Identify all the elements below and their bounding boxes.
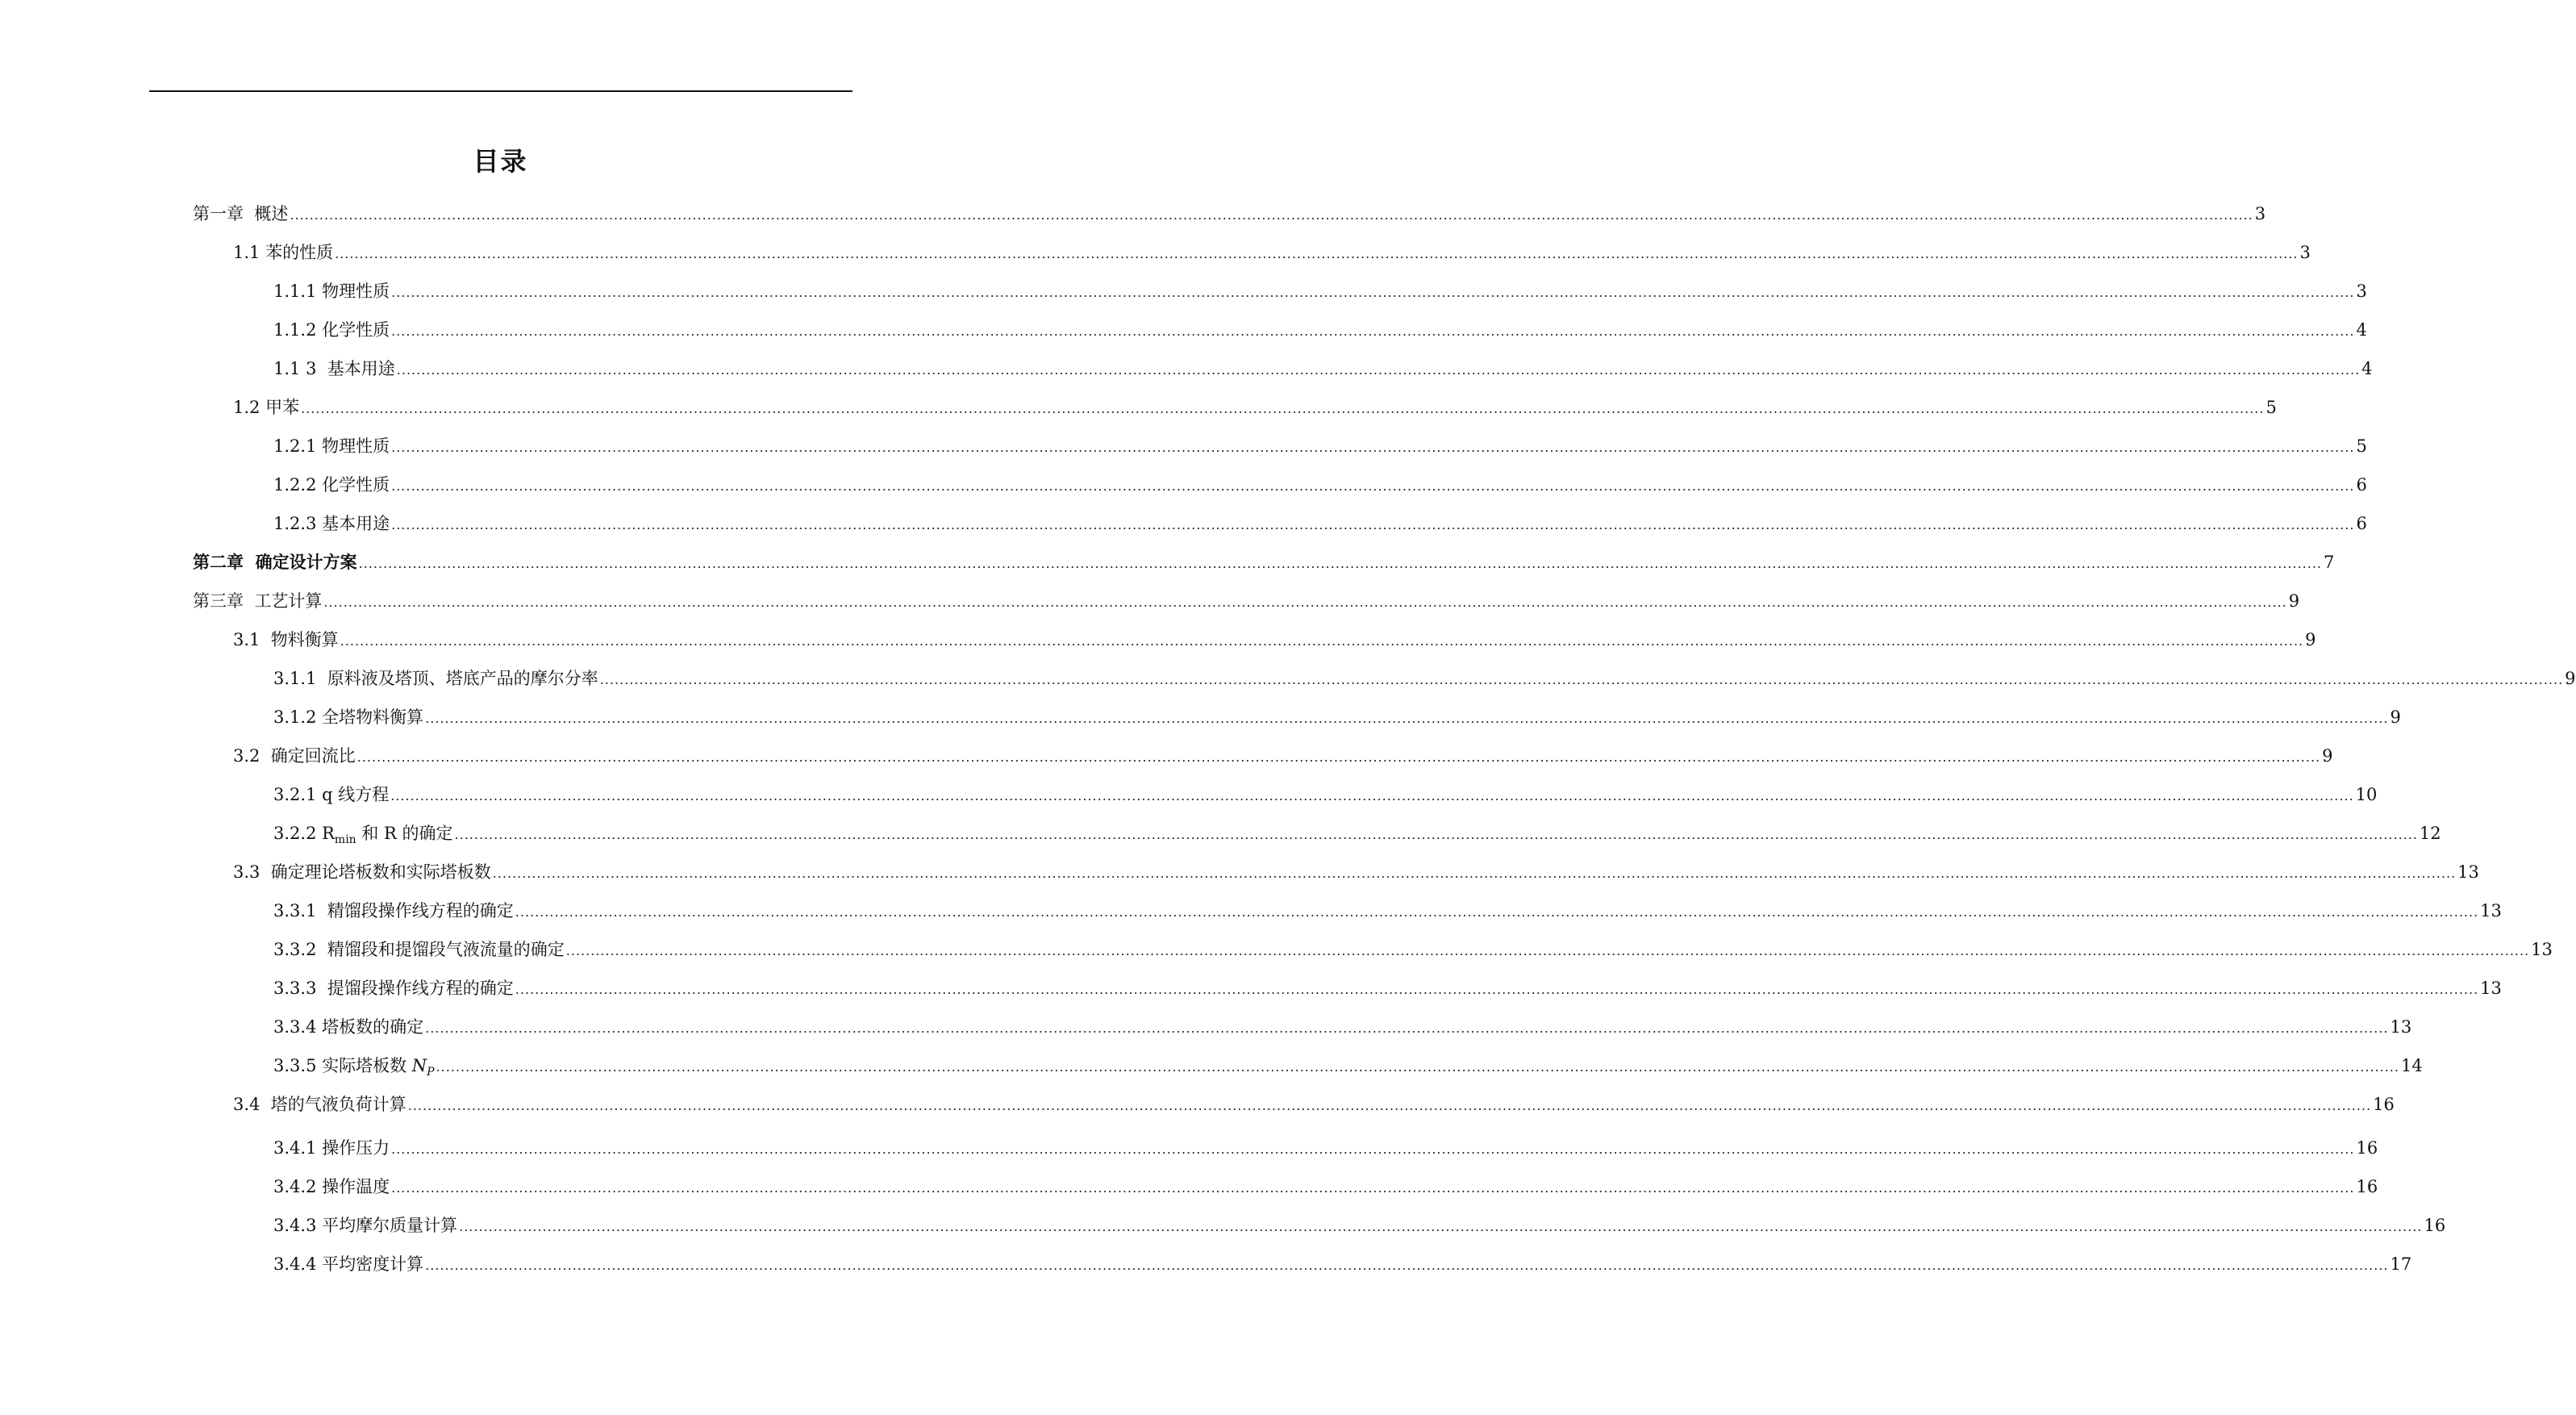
toc-entry-page: 13 (2457, 862, 2479, 882)
toc-entry-title: 3.2 确定回流比 (233, 746, 356, 766)
toc-entry-page: 13 (2390, 1017, 2412, 1037)
toc-entry[interactable] (233, 856, 2479, 888)
toc-entry-page: 16 (2356, 1177, 2378, 1196)
toc-entry-page: 9 (2322, 746, 2333, 766)
toc-entry[interactable] (273, 507, 2367, 540)
toc-entry-page: 16 (2373, 1095, 2395, 1114)
toc-entry-page: 4 (2361, 359, 2373, 378)
header-rule (149, 90, 852, 92)
dot-leader: ................................................................................................................................................................................................................................................................................................................................................................................................................ (492, 866, 2457, 881)
toc-entry[interactable] (273, 817, 2441, 849)
toc-entry-title: 3.3.4 塔板数的确定 (273, 1017, 424, 1037)
toc-entry[interactable] (193, 546, 2335, 578)
toc-entry[interactable] (273, 430, 2367, 462)
toc-entry-page: 10 (2355, 785, 2378, 804)
dot-leader: ................................................................................................................................................................................................................................................................................................................................................................................................................ (391, 1180, 2355, 1196)
toc-entry[interactable] (193, 198, 2266, 230)
toc-entry-title: 1.1 苯的性质 (233, 243, 334, 262)
toc-entry-page: 6 (2356, 514, 2367, 533)
toc-entry-title: 第一章 概述 (193, 204, 289, 223)
dot-leader: ................................................................................................................................................................................................................................................................................................................................................................................................................ (335, 246, 2299, 261)
toc-entry-title: 3.1.1 原料液及塔顶、塔底产品的摩尔分率 (273, 669, 598, 688)
toc-entry-title: 3.3 确定理论塔板数和实际塔板数 (233, 862, 491, 882)
toc-entry-title: 1.2 甲苯 (233, 398, 300, 417)
toc-entry-title: 3.4 塔的气液负荷计算 (233, 1095, 406, 1114)
toc-entry[interactable] (233, 236, 2311, 269)
dot-leader: ................................................................................................................................................................................................................................................................................................................................................................................................................ (340, 633, 2304, 649)
toc-entry[interactable] (273, 275, 2367, 307)
dot-leader: ................................................................................................................................................................................................................................................................................................................................................................................................................ (515, 904, 2479, 920)
dot-leader: ................................................................................................................................................................................................................................................................................................................................................................................................................ (454, 827, 2418, 842)
toc-entry[interactable] (273, 1171, 2378, 1203)
toc-entry-page: 5 (2265, 398, 2277, 417)
toc-title: 目录 (473, 146, 528, 177)
toc-entry[interactable] (233, 740, 2333, 772)
dot-leader: ................................................................................................................................................................................................................................................................................................................................................................................................................ (391, 517, 2355, 532)
toc-entry-title: 3.2.2 $R_{min}$ 和 R 的确定 (273, 824, 453, 847)
dot-leader: ................................................................................................................................................................................................................................................................................................................................................................................................................ (459, 1219, 2423, 1234)
toc-entry-title: 第三章 工艺计算 (193, 591, 323, 611)
dot-leader: ................................................................................................................................................................................................................................................................................................................................................................................................................ (391, 323, 2355, 339)
toc-entry[interactable] (273, 469, 2367, 501)
toc-entry-title: 3.4.4 平均密度计算 (273, 1254, 424, 1274)
toc-entry-title: 1.1.1 物理性质 (273, 282, 390, 301)
dot-leader: ................................................................................................................................................................................................................................................................................................................................................................................................................ (391, 440, 2355, 455)
toc-entry-title: 3.3.2 精馏段和提馏段气液流量的确定 (273, 940, 565, 959)
toc-entry-page: 16 (2356, 1138, 2378, 1158)
toc-entry-page: 12 (2419, 824, 2441, 843)
toc-entry-page: 14 (2400, 1056, 2423, 1075)
toc-entry[interactable] (273, 778, 2378, 811)
dot-leader: ................................................................................................................................................................................................................................................................................................................................................................................................................ (356, 749, 2321, 765)
toc-entry-page: 3 (2299, 243, 2311, 262)
toc-entry[interactable] (273, 895, 2502, 927)
toc-entry-title: 3.4.2 操作温度 (273, 1177, 390, 1196)
dot-leader: ................................................................................................................................................................................................................................................................................................................................................................................................................ (290, 207, 2253, 223)
toc-entry-page: 16 (2424, 1216, 2446, 1235)
toc-entry-page: 9 (2565, 669, 2576, 688)
dot-leader: ................................................................................................................................................................................................................................................................................................................................................................................................................ (391, 1142, 2355, 1157)
toc-entry-page: 13 (2531, 940, 2553, 959)
toc-entry-page: 17 (2390, 1254, 2412, 1274)
toc-entry[interactable] (273, 1050, 2423, 1082)
toc-entry-page: 9 (2288, 591, 2300, 611)
toc-entry-page: 9 (2305, 630, 2316, 649)
toc-entry[interactable] (273, 314, 2367, 346)
toc-entry-page: 5 (2356, 436, 2367, 456)
dot-leader: ................................................................................................................................................................................................................................................................................................................................................................................................................ (425, 1021, 2389, 1036)
dot-leader: ................................................................................................................................................................................................................................................................................................................................................................................................................ (425, 711, 2389, 726)
dot-leader: ................................................................................................................................................................................................................................................................................................................................................................................................................ (323, 595, 2287, 610)
toc-entry-title: 3.4.3 平均摩尔质量计算 (273, 1216, 458, 1235)
toc-entry-title: 第二章 确定设计方案 (193, 553, 357, 572)
toc-entry-title: 3.3.1 精馏段操作线方程的确定 (273, 901, 514, 920)
toc-entry-page: 9 (2390, 708, 2401, 727)
dot-leader: ................................................................................................................................................................................................................................................................................................................................................................................................................ (358, 556, 2322, 571)
toc-entry[interactable] (273, 1132, 2378, 1164)
toc-entry-title: 3.3.5 实际塔板数 $N_P$ (273, 1056, 435, 1079)
toc-entry-page: 3 (2356, 282, 2367, 301)
toc-entry[interactable] (193, 585, 2300, 617)
toc-entry-title: 3.1.2 全塔物料衡算 (273, 708, 424, 727)
toc-entry[interactable] (273, 972, 2502, 1004)
toc-entry[interactable] (273, 1011, 2412, 1043)
toc-entry-title: 1.2.2 化学性质 (273, 475, 390, 495)
dot-leader: ................................................................................................................................................................................................................................................................................................................................................................................................................ (425, 1258, 2389, 1273)
dot-leader: ................................................................................................................................................................................................................................................................................................................................................................................................................ (390, 788, 2354, 804)
toc-entry-title: 3.4.1 操作压力 (273, 1138, 390, 1158)
toc-entry[interactable] (273, 933, 2553, 966)
toc-entry[interactable] (273, 1209, 2446, 1242)
dot-leader: ................................................................................................................................................................................................................................................................................................................................................................................................................ (301, 401, 2265, 416)
toc-entry-title: 1.1 3 基本用途 (273, 359, 395, 378)
toc-entry-page: 7 (2324, 553, 2335, 572)
toc-entry[interactable] (273, 1248, 2412, 1280)
toc-entry-title: 3.3.3 提馏段操作线方程的确定 (273, 979, 514, 998)
toc-entry-page: 13 (2480, 901, 2502, 920)
toc-entry-page: 3 (2254, 204, 2266, 223)
toc-entry-title: 3.2.1 q 线方程 (273, 785, 390, 804)
toc-entry-title: 1.2.3 基本用途 (273, 514, 390, 533)
dot-leader: ................................................................................................................................................................................................................................................................................................................................................................................................................ (391, 285, 2355, 300)
toc-entry-title: 3.1 物料衡算 (233, 630, 339, 649)
toc-entry[interactable] (233, 391, 2277, 424)
toc-entry[interactable] (273, 662, 2576, 695)
toc-entry[interactable] (273, 701, 2401, 733)
toc-entry-page: 4 (2356, 320, 2367, 340)
dot-leader: ................................................................................................................................................................................................................................................................................................................................................................................................................ (565, 943, 2530, 958)
toc-entry-page: 13 (2480, 979, 2502, 998)
toc-entry-title: 1.2.1 物理性质 (273, 436, 390, 456)
toc-entry[interactable] (273, 353, 2373, 385)
dot-leader: ................................................................................................................................................................................................................................................................................................................................................................................................................ (407, 1098, 2372, 1113)
dot-leader: ................................................................................................................................................................................................................................................................................................................................................................................................................ (599, 672, 2564, 687)
dot-leader: ................................................................................................................................................................................................................................................................................................................................................................................................................ (436, 1059, 2399, 1075)
toc-entry[interactable] (233, 624, 2316, 656)
toc-entry-page: 6 (2356, 475, 2367, 495)
dot-leader: ................................................................................................................................................................................................................................................................................................................................................................................................................ (396, 362, 2361, 378)
toc-entry[interactable] (233, 1088, 2395, 1121)
dot-leader: ................................................................................................................................................................................................................................................................................................................................................................................................................ (515, 982, 2479, 997)
toc-entry-title: 1.1.2 化学性质 (273, 320, 390, 340)
dot-leader: ................................................................................................................................................................................................................................................................................................................................................................................................................ (391, 478, 2355, 494)
